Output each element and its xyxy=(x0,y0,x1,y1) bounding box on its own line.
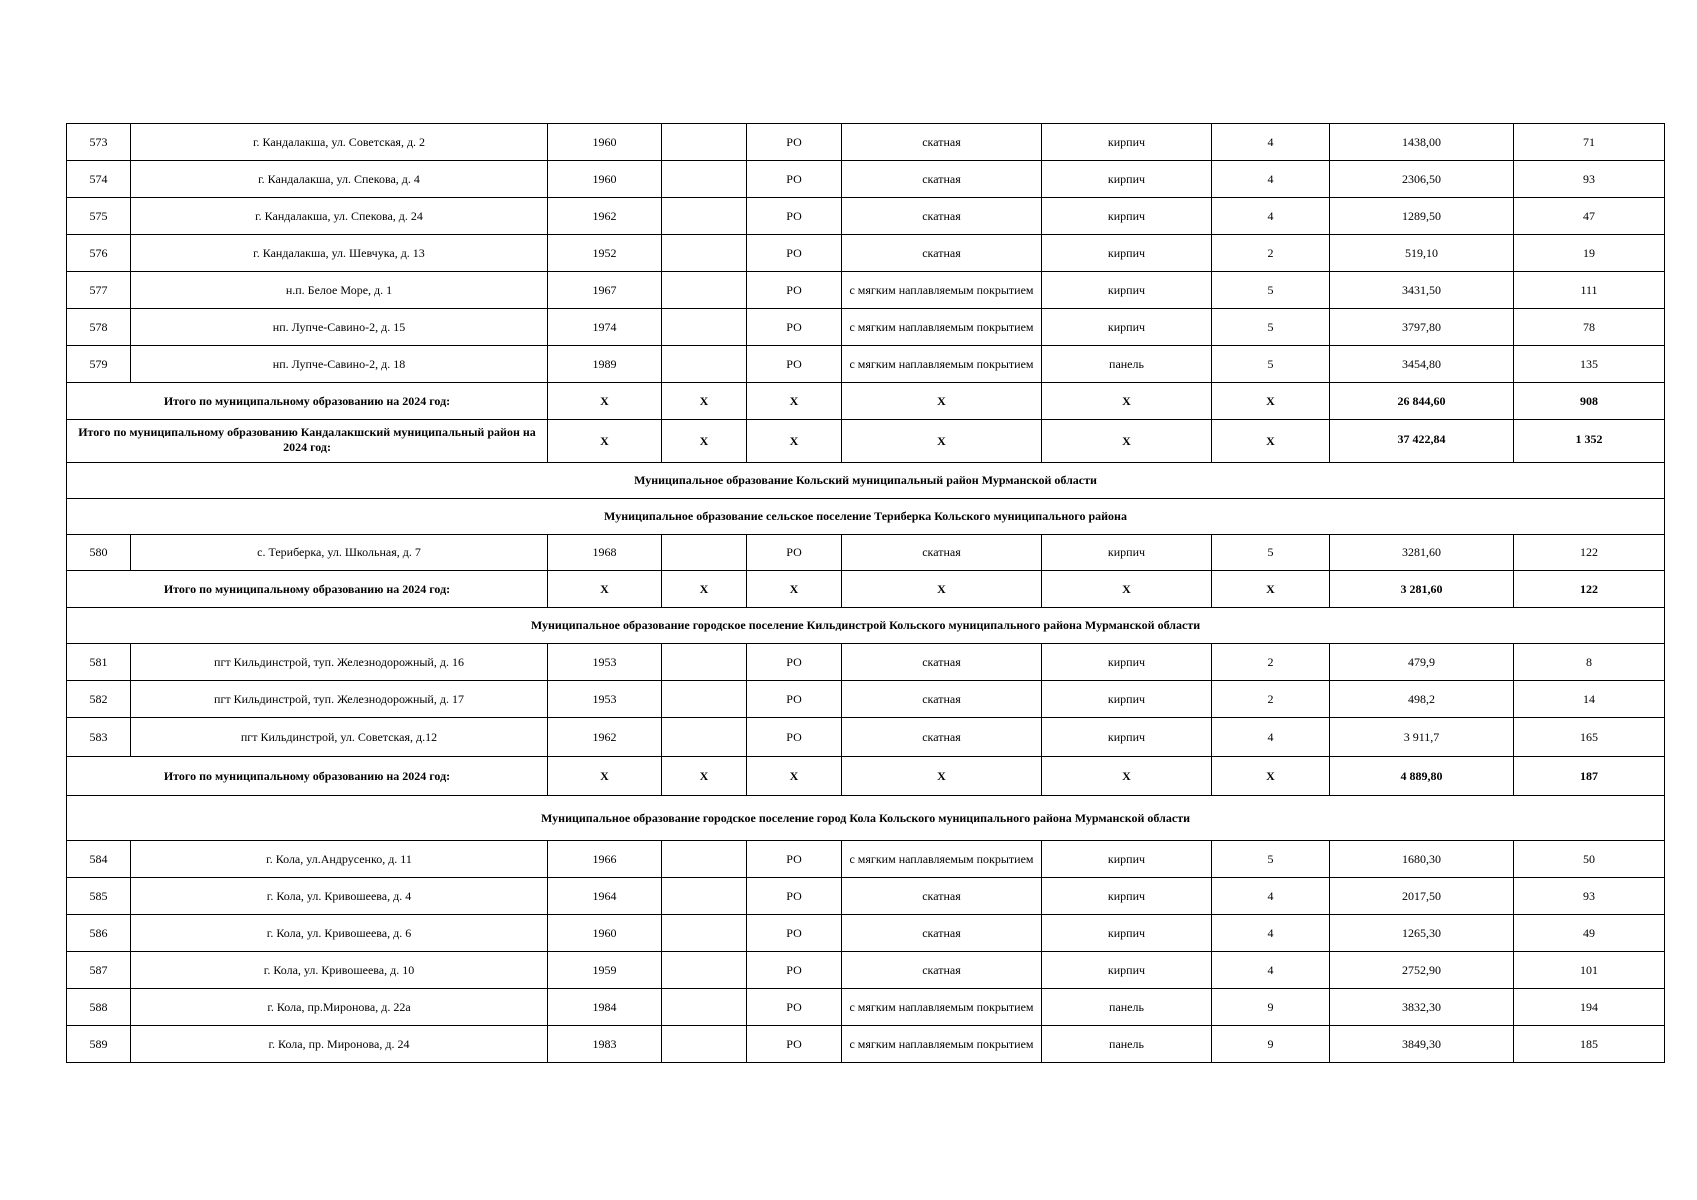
floors: 4 xyxy=(1212,198,1330,235)
floors: 2 xyxy=(1212,681,1330,718)
section-header-row xyxy=(67,463,1665,499)
wall-material: кирпич xyxy=(1042,161,1212,198)
table-row xyxy=(67,952,1665,989)
subtotal-area: 26 844,60 xyxy=(1330,383,1514,420)
table-row xyxy=(67,535,1665,571)
year: 1967 xyxy=(548,272,662,309)
row-number: 578 xyxy=(67,309,131,346)
row-number: 589 xyxy=(67,1026,131,1063)
subtotal-row xyxy=(67,757,1665,796)
address: г. Кола, ул. Кривошеева, д. 6 xyxy=(131,915,548,952)
floors: 9 xyxy=(1212,1026,1330,1063)
table-row xyxy=(67,878,1665,915)
area: 479,9 xyxy=(1330,644,1514,681)
roof-type: скатная xyxy=(842,952,1042,989)
address: г. Кола, ул.Андрусенко, д. 11 xyxy=(131,841,548,878)
method: РО xyxy=(747,272,842,309)
roof-type: скатная xyxy=(842,124,1042,161)
x-mark: X xyxy=(548,383,662,420)
wall-material: кирпич xyxy=(1042,841,1212,878)
year: 1974 xyxy=(548,309,662,346)
x-mark: X xyxy=(1212,571,1330,608)
subtotal-row xyxy=(67,571,1665,608)
residents: 135 xyxy=(1514,346,1665,383)
subtotal-residents: 908 xyxy=(1514,383,1665,420)
residents: 194 xyxy=(1514,989,1665,1026)
wall-material: панель xyxy=(1042,346,1212,383)
residents: 93 xyxy=(1514,161,1665,198)
empty-cell xyxy=(662,346,747,383)
address: г. Кандалакша, ул. Шевчука, д. 13 xyxy=(131,235,548,272)
address: пгт Кильдинстрой, туп. Железнодорожный, д. 17 xyxy=(131,681,548,718)
roof-type: скатная xyxy=(842,718,1042,757)
method: РО xyxy=(747,915,842,952)
district-total-row xyxy=(67,420,1665,463)
table-row xyxy=(67,235,1665,272)
row-number: 582 xyxy=(67,681,131,718)
empty-cell xyxy=(662,535,747,571)
section-title: Муниципальное образование городское поселение Кильдинстрой Кольского муниципального района Мурманской области xyxy=(67,608,1665,644)
floors: 2 xyxy=(1212,644,1330,681)
roof-type: скатная xyxy=(842,915,1042,952)
address: пгт Кильдинстрой, туп. Железнодорожный, д. 16 xyxy=(131,644,548,681)
method: РО xyxy=(747,235,842,272)
wall-material: кирпич xyxy=(1042,681,1212,718)
table-body xyxy=(67,124,1665,1063)
section-title: Муниципальное образование Кольский муниципальный район Мурманской области xyxy=(67,463,1665,499)
method: РО xyxy=(747,1026,842,1063)
residents: 165 xyxy=(1514,718,1665,757)
residents: 50 xyxy=(1514,841,1665,878)
wall-material: панель xyxy=(1042,1026,1212,1063)
x-mark: X xyxy=(747,571,842,608)
residents: 19 xyxy=(1514,235,1665,272)
subtotal-residents: 187 xyxy=(1514,757,1665,796)
empty-cell xyxy=(662,124,747,161)
table-row xyxy=(67,1026,1665,1063)
empty-cell xyxy=(662,272,747,309)
floors: 9 xyxy=(1212,989,1330,1026)
wall-material: кирпич xyxy=(1042,309,1212,346)
empty-cell xyxy=(662,1026,747,1063)
area: 3797,80 xyxy=(1330,309,1514,346)
area: 519,10 xyxy=(1330,235,1514,272)
residents: 47 xyxy=(1514,198,1665,235)
x-mark: X xyxy=(1042,383,1212,420)
row-number: 581 xyxy=(67,644,131,681)
floors: 4 xyxy=(1212,915,1330,952)
table-row xyxy=(67,272,1665,309)
roof-type: с мягким наплавляемым покрытием xyxy=(842,346,1042,383)
row-number: 580 xyxy=(67,535,131,571)
x-mark: X xyxy=(662,757,747,796)
district-total-label: Итого по муниципальному образованию Кандалакшский муниципальный район на 2024 год: xyxy=(67,420,548,463)
year: 1964 xyxy=(548,878,662,915)
x-mark: X xyxy=(662,383,747,420)
row-number: 587 xyxy=(67,952,131,989)
floors: 5 xyxy=(1212,346,1330,383)
empty-cell xyxy=(662,878,747,915)
year: 1952 xyxy=(548,235,662,272)
residents: 14 xyxy=(1514,681,1665,718)
row-number: 575 xyxy=(67,198,131,235)
floors: 4 xyxy=(1212,161,1330,198)
empty-cell xyxy=(662,989,747,1026)
area: 3431,50 xyxy=(1330,272,1514,309)
row-number: 573 xyxy=(67,124,131,161)
roof-type: с мягким наплавляемым покрытием xyxy=(842,1026,1042,1063)
roof-type: с мягким наплавляемым покрытием xyxy=(842,841,1042,878)
roof-type: с мягким наплавляемым покрытием xyxy=(842,272,1042,309)
residents: 8 xyxy=(1514,644,1665,681)
x-mark: X xyxy=(548,420,662,463)
year: 1966 xyxy=(548,841,662,878)
area: 1680,30 xyxy=(1330,841,1514,878)
year: 1953 xyxy=(548,644,662,681)
wall-material: кирпич xyxy=(1042,915,1212,952)
table-row xyxy=(67,915,1665,952)
table-row xyxy=(67,989,1665,1026)
roof-type: скатная xyxy=(842,198,1042,235)
address: с. Териберка, ул. Школьная, д. 7 xyxy=(131,535,548,571)
table-row xyxy=(67,198,1665,235)
address: пгт Кильдинстрой, ул. Советская, д.12 xyxy=(131,718,548,757)
year: 1962 xyxy=(548,718,662,757)
area: 498,2 xyxy=(1330,681,1514,718)
section-header-row xyxy=(67,499,1665,535)
x-mark: X xyxy=(548,757,662,796)
roof-type: с мягким наплавляемым покрытием xyxy=(842,989,1042,1026)
floors: 4 xyxy=(1212,952,1330,989)
x-mark: X xyxy=(747,420,842,463)
roof-type: скатная xyxy=(842,644,1042,681)
residents: 101 xyxy=(1514,952,1665,989)
year: 1968 xyxy=(548,535,662,571)
empty-cell xyxy=(662,198,747,235)
section-title: Муниципальное образование городское поселение город Кола Кольского муниципального района Мурманской области xyxy=(67,796,1665,841)
method: РО xyxy=(747,878,842,915)
subtotal-label: Итого по муниципальному образованию на 2024 год: xyxy=(67,571,548,608)
x-mark: X xyxy=(747,757,842,796)
method: РО xyxy=(747,535,842,571)
address: н.п. Белое Море, д. 1 xyxy=(131,272,548,309)
method: РО xyxy=(747,989,842,1026)
year: 1962 xyxy=(548,198,662,235)
x-mark: X xyxy=(842,383,1042,420)
row-number: 579 xyxy=(67,346,131,383)
year: 1953 xyxy=(548,681,662,718)
residents: 111 xyxy=(1514,272,1665,309)
wall-material: кирпич xyxy=(1042,198,1212,235)
year: 1960 xyxy=(548,915,662,952)
method: РО xyxy=(747,198,842,235)
subtotal-row xyxy=(67,383,1665,420)
empty-cell xyxy=(662,161,747,198)
section-header-row xyxy=(67,796,1665,841)
subtotal-area: 4 889,80 xyxy=(1330,757,1514,796)
area: 2752,90 xyxy=(1330,952,1514,989)
row-number: 584 xyxy=(67,841,131,878)
residents: 122 xyxy=(1514,535,1665,571)
wall-material: панель xyxy=(1042,989,1212,1026)
section-title: Муниципальное образование сельское поселение Териберка Кольского муниципального района xyxy=(67,499,1665,535)
empty-cell xyxy=(662,952,747,989)
address: г. Кола, ул. Кривошеева, д. 4 xyxy=(131,878,548,915)
subtotal-area: 3 281,60 xyxy=(1330,571,1514,608)
address: г. Кола, ул. Кривошеева, д. 10 xyxy=(131,952,548,989)
x-mark: X xyxy=(1212,757,1330,796)
empty-cell xyxy=(662,915,747,952)
row-number: 576 xyxy=(67,235,131,272)
subtotal-label: Итого по муниципальному образованию на 2024 год: xyxy=(67,383,548,420)
area: 1289,50 xyxy=(1330,198,1514,235)
address: г. Кола, пр. Миронова, д. 24 xyxy=(131,1026,548,1063)
roof-type: скатная xyxy=(842,161,1042,198)
section-header-row xyxy=(67,608,1665,644)
method: РО xyxy=(747,681,842,718)
x-mark: X xyxy=(548,571,662,608)
method: РО xyxy=(747,124,842,161)
address: г. Кандалакша, ул. Спекова, д. 4 xyxy=(131,161,548,198)
x-mark: X xyxy=(662,420,747,463)
area: 1438,00 xyxy=(1330,124,1514,161)
method: РО xyxy=(747,841,842,878)
roof-type: скатная xyxy=(842,235,1042,272)
method: РО xyxy=(747,644,842,681)
residents: 49 xyxy=(1514,915,1665,952)
empty-cell xyxy=(662,309,747,346)
empty-cell xyxy=(662,235,747,272)
x-mark: X xyxy=(1042,571,1212,608)
floors: 2 xyxy=(1212,235,1330,272)
method: РО xyxy=(747,346,842,383)
floors: 5 xyxy=(1212,272,1330,309)
district-total-area: 37 422,84 xyxy=(1330,420,1514,463)
roof-type: скатная xyxy=(842,535,1042,571)
table-row xyxy=(67,161,1665,198)
residents: 93 xyxy=(1514,878,1665,915)
area: 3849,30 xyxy=(1330,1026,1514,1063)
table-row xyxy=(67,124,1665,161)
wall-material: кирпич xyxy=(1042,644,1212,681)
area: 2306,50 xyxy=(1330,161,1514,198)
floors: 4 xyxy=(1212,878,1330,915)
year: 1984 xyxy=(548,989,662,1026)
floors: 5 xyxy=(1212,841,1330,878)
residents: 185 xyxy=(1514,1026,1665,1063)
method: РО xyxy=(747,309,842,346)
method: РО xyxy=(747,161,842,198)
floors: 5 xyxy=(1212,309,1330,346)
address: г. Кандалакша, ул. Советская, д. 2 xyxy=(131,124,548,161)
roof-type: скатная xyxy=(842,878,1042,915)
wall-material: кирпич xyxy=(1042,124,1212,161)
row-number: 585 xyxy=(67,878,131,915)
subtotal-residents: 122 xyxy=(1514,571,1665,608)
wall-material: кирпич xyxy=(1042,718,1212,757)
wall-material: кирпич xyxy=(1042,952,1212,989)
x-mark: X xyxy=(842,571,1042,608)
x-mark: X xyxy=(1042,420,1212,463)
empty-cell xyxy=(662,718,747,757)
residents: 71 xyxy=(1514,124,1665,161)
table-row xyxy=(67,841,1665,878)
subtotal-label: Итого по муниципальному образованию на 2024 год: xyxy=(67,757,548,796)
method: РО xyxy=(747,718,842,757)
year: 1960 xyxy=(548,161,662,198)
wall-material: кирпич xyxy=(1042,272,1212,309)
area: 3 911,7 xyxy=(1330,718,1514,757)
table-row xyxy=(67,681,1665,718)
empty-cell xyxy=(662,841,747,878)
address: нп. Лупче-Савино-2, д. 18 xyxy=(131,346,548,383)
area: 1265,30 xyxy=(1330,915,1514,952)
floors: 5 xyxy=(1212,535,1330,571)
year: 1983 xyxy=(548,1026,662,1063)
x-mark: X xyxy=(1212,383,1330,420)
residents: 78 xyxy=(1514,309,1665,346)
table-row xyxy=(67,346,1665,383)
year: 1989 xyxy=(548,346,662,383)
method: РО xyxy=(747,952,842,989)
year: 1960 xyxy=(548,124,662,161)
address: г. Кола, пр.Миронова, д. 22а xyxy=(131,989,548,1026)
table-row xyxy=(67,718,1665,757)
x-mark: X xyxy=(1212,420,1330,463)
district-total-residents: 1 352 xyxy=(1514,420,1665,463)
floors: 4 xyxy=(1212,124,1330,161)
x-mark: X xyxy=(1042,757,1212,796)
row-number: 586 xyxy=(67,915,131,952)
row-number: 577 xyxy=(67,272,131,309)
table-row xyxy=(67,309,1665,346)
area: 3454,80 xyxy=(1330,346,1514,383)
roof-type: с мягким наплавляемым покрытием xyxy=(842,309,1042,346)
row-number: 588 xyxy=(67,989,131,1026)
address: г. Кандалакша, ул. Спекова, д. 24 xyxy=(131,198,548,235)
address: нп. Лупче-Савино-2, д. 15 xyxy=(131,309,548,346)
x-mark: X xyxy=(662,571,747,608)
empty-cell xyxy=(662,681,747,718)
floors: 4 xyxy=(1212,718,1330,757)
wall-material: кирпич xyxy=(1042,235,1212,272)
area: 2017,50 xyxy=(1330,878,1514,915)
area: 3281,60 xyxy=(1330,535,1514,571)
table-row xyxy=(67,644,1665,681)
empty-cell xyxy=(662,644,747,681)
x-mark: X xyxy=(842,420,1042,463)
x-mark: X xyxy=(842,757,1042,796)
roof-type: скатная xyxy=(842,681,1042,718)
year: 1959 xyxy=(548,952,662,989)
row-number: 574 xyxy=(67,161,131,198)
x-mark: X xyxy=(747,383,842,420)
wall-material: кирпич xyxy=(1042,535,1212,571)
housing-register-table xyxy=(66,123,1665,1063)
wall-material: кирпич xyxy=(1042,878,1212,915)
row-number: 583 xyxy=(67,718,131,757)
area: 3832,30 xyxy=(1330,989,1514,1026)
